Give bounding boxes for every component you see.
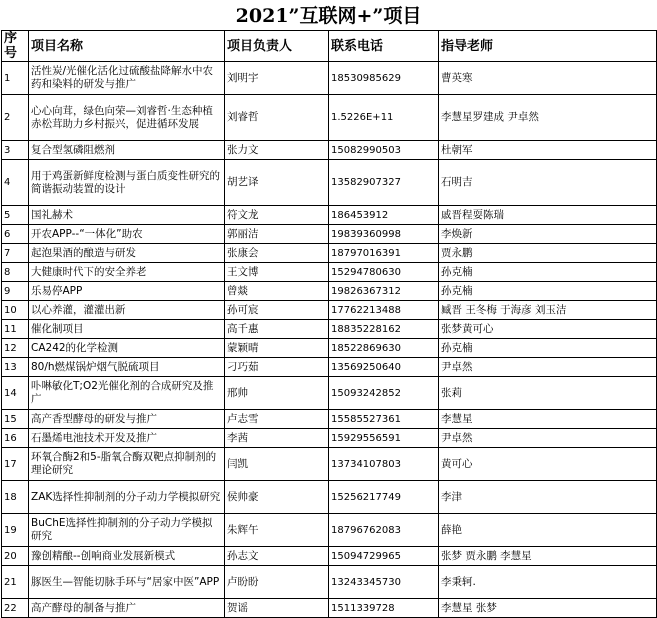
cell-teacher[interactable]: 孙克楠: [439, 282, 657, 301]
table-row: [2, 599, 657, 618]
cell-no[interactable]: 12: [2, 339, 29, 358]
cell-project-name[interactable]: 活性炭/光催化活化过硫酸盐降解水中农药和染料的研发与推广: [29, 62, 225, 95]
cell-project-lead[interactable]: 孙可宸: [225, 301, 329, 320]
cell-no[interactable]: 16: [2, 429, 29, 448]
cell-phone[interactable]: 15929556591: [329, 429, 439, 448]
table-row: [2, 141, 657, 160]
cell-teacher[interactable]: 薛艳: [439, 514, 657, 547]
table-row: [2, 301, 657, 320]
cell-project-name[interactable]: ZAK选择性抑制剂的分子动力学模拟研究: [29, 481, 225, 514]
cell-phone[interactable]: 1511339728: [329, 599, 439, 618]
sheet-title: 2021”互联网+”项目: [235, 5, 422, 27]
table-row: [2, 481, 657, 514]
cell-phone[interactable]: 13243345730: [329, 566, 439, 599]
cell-no[interactable]: 13: [2, 358, 29, 377]
cell-project-name[interactable]: 复合型氢磷阻燃剂: [29, 141, 225, 160]
cell-project-lead[interactable]: 高千惠: [225, 320, 329, 339]
table-row: [2, 429, 657, 448]
table-row: [2, 547, 657, 566]
table-row: [2, 225, 657, 244]
cell-phone[interactable]: 13582907327: [329, 160, 439, 206]
cell-project-name[interactable]: 开农APP--“一体化”助农: [29, 225, 225, 244]
table-row: [2, 448, 657, 481]
table-body: [2, 62, 657, 618]
header-row: [2, 31, 657, 62]
cell-teacher[interactable]: 张莉: [439, 377, 657, 410]
cell-phone[interactable]: 15094729965: [329, 547, 439, 566]
cell-project-name[interactable]: CA242的化学检测: [29, 339, 225, 358]
cell-project-lead[interactable]: 郭丽洁: [225, 225, 329, 244]
cell-phone[interactable]: 18835228162: [329, 320, 439, 339]
cell-no[interactable]: 17: [2, 448, 29, 481]
cell-phone[interactable]: 17762213488: [329, 301, 439, 320]
table-row: [2, 320, 657, 339]
cell-project-name[interactable]: 豚医生—智能切脉手环与“居家中医”APP: [29, 566, 225, 599]
table-row: [2, 263, 657, 282]
cell-project-lead[interactable]: 王文博: [225, 263, 329, 282]
cell-no[interactable]: 19: [2, 514, 29, 547]
cell-phone[interactable]: 18797016391: [329, 244, 439, 263]
cell-no[interactable]: 21: [2, 566, 29, 599]
cell-project-name[interactable]: 心心向茸，绿色向荣—刘睿哲·生态种植赤松茸助力乡村振兴，促进循环发展: [29, 95, 225, 141]
cell-teacher[interactable]: 黄可心: [439, 448, 657, 481]
cell-teacher[interactable]: 李秉轲.: [439, 566, 657, 599]
cell-teacher[interactable]: 贾永鹏: [439, 244, 657, 263]
cell-project-lead[interactable]: 朱辉午: [225, 514, 329, 547]
table-row: [2, 282, 657, 301]
cell-project-lead[interactable]: 卢志雪: [225, 410, 329, 429]
table-row: [2, 514, 657, 547]
cell-project-name[interactable]: 80/h燃煤锅炉烟气脱硫项目: [29, 358, 225, 377]
header-phone[interactable]: 联系电话: [329, 31, 439, 62]
cell-no[interactable]: 18: [2, 481, 29, 514]
cell-project-lead[interactable]: 刘明宇: [225, 62, 329, 95]
cell-phone[interactable]: 18522869630: [329, 339, 439, 358]
cell-phone[interactable]: 15093242852: [329, 377, 439, 410]
cell-project-name[interactable]: 高产酵母的制备与推广: [29, 599, 225, 618]
cell-teacher[interactable]: 李焕新: [439, 225, 657, 244]
cell-no[interactable]: 5: [2, 206, 29, 225]
cell-phone[interactable]: 15294780630: [329, 263, 439, 282]
cell-no[interactable]: 3: [2, 141, 29, 160]
cell-phone[interactable]: 18530985629: [329, 62, 439, 95]
cell-phone[interactable]: 186453912: [329, 206, 439, 225]
cell-project-name[interactable]: 大健康时代下的安全养老: [29, 263, 225, 282]
cell-no[interactable]: 1: [2, 62, 29, 95]
cell-project-lead[interactable]: 侯帅豪: [225, 481, 329, 514]
cell-teacher[interactable]: 戚晋程耍陈瑞: [439, 206, 657, 225]
table-row: [2, 62, 657, 95]
cell-phone[interactable]: 1.5226E+11: [329, 95, 439, 141]
cell-phone[interactable]: 19839360998: [329, 225, 439, 244]
cell-teacher[interactable]: 臧晋 王冬梅 于海彦 刘玉洁: [439, 301, 657, 320]
cell-project-name[interactable]: 用于鸡蛋新鲜度检测与蛋白质变性研究的简谐振动装置的设计: [29, 160, 225, 206]
project-table: [1, 30, 657, 618]
table-row: [2, 377, 657, 410]
cell-teacher[interactable]: 李慧星罗建成 尹卓然: [439, 95, 657, 141]
cell-teacher[interactable]: 曹英寒: [439, 62, 657, 95]
cell-teacher[interactable]: 张梦黄可心: [439, 320, 657, 339]
cell-project-name[interactable]: 国礼赫术: [29, 206, 225, 225]
cell-no[interactable]: 10: [2, 301, 29, 320]
cell-project-lead[interactable]: 张力文: [225, 141, 329, 160]
cell-project-lead[interactable]: 孙志文: [225, 547, 329, 566]
cell-project-lead[interactable]: 卢盼盼: [225, 566, 329, 599]
cell-no[interactable]: 7: [2, 244, 29, 263]
table-row: [2, 95, 657, 141]
cell-teacher[interactable]: 石明吉: [439, 160, 657, 206]
cell-project-lead[interactable]: 闫凯: [225, 448, 329, 481]
header-teacher[interactable]: 指导老师: [439, 31, 657, 62]
header-project-lead[interactable]: 项目负责人: [225, 31, 329, 62]
cell-teacher[interactable]: 尹卓然: [439, 358, 657, 377]
cell-no[interactable]: 8: [2, 263, 29, 282]
cell-project-name[interactable]: 环氧合酶2和5-脂氧合酶双靶点抑制剂的理论研究: [29, 448, 225, 481]
cell-no[interactable]: 14: [2, 377, 29, 410]
cell-no[interactable]: 22: [2, 599, 29, 618]
cell-project-lead[interactable]: 符文龙: [225, 206, 329, 225]
cell-project-name[interactable]: 催化制项目: [29, 320, 225, 339]
cell-teacher[interactable]: 李慧星 张梦: [439, 599, 657, 618]
cell-no[interactable]: 11: [2, 320, 29, 339]
table-row: [2, 339, 657, 358]
cell-teacher[interactable]: 孙克楠: [439, 339, 657, 358]
header-no[interactable]: 序号: [2, 31, 29, 62]
cell-project-name[interactable]: 高产香型酵母的研发与推广: [29, 410, 225, 429]
cell-project-lead[interactable]: 曾燚: [225, 282, 329, 301]
cell-teacher[interactable]: 孙克楠: [439, 263, 657, 282]
cell-project-lead[interactable]: 张康会: [225, 244, 329, 263]
cell-project-lead[interactable]: 邢帅: [225, 377, 329, 410]
cell-phone[interactable]: 13734107803: [329, 448, 439, 481]
table-row: [2, 358, 657, 377]
cell-phone[interactable]: 18796762083: [329, 514, 439, 547]
table-row: [2, 244, 657, 263]
cell-project-lead[interactable]: 贺谣: [225, 599, 329, 618]
cell-phone[interactable]: 15585527361: [329, 410, 439, 429]
cell-teacher[interactable]: 张梦 贾永鹏 李慧星: [439, 547, 657, 566]
table-row: [2, 410, 657, 429]
cell-project-name[interactable]: 卟啉敏化T;O2光催化剂的合成研究及推广: [29, 377, 225, 410]
cell-no[interactable]: 9: [2, 282, 29, 301]
cell-teacher[interactable]: 尹卓然: [439, 429, 657, 448]
cell-teacher[interactable]: 李慧星: [439, 410, 657, 429]
cell-phone[interactable]: 13569250640: [329, 358, 439, 377]
table-row: [2, 566, 657, 599]
cell-project-name[interactable]: BuChE选择性抑制剂的分子动力学模拟研究: [29, 514, 225, 547]
cell-project-name[interactable]: 乐易停APP: [29, 282, 225, 301]
cell-no[interactable]: 20: [2, 547, 29, 566]
cell-project-lead[interactable]: 李茜: [225, 429, 329, 448]
cell-phone[interactable]: 15256217749: [329, 481, 439, 514]
cell-project-lead[interactable]: 刘睿哲: [225, 95, 329, 141]
cell-no[interactable]: 6: [2, 225, 29, 244]
header-project-name[interactable]: 项目名称: [29, 31, 225, 62]
cell-project-lead[interactable]: 胡艺译: [225, 160, 329, 206]
cell-project-name[interactable]: 以心养灌，灌灌出新: [29, 301, 225, 320]
cell-project-name[interactable]: 起泡果酒的酿造与研发: [29, 244, 225, 263]
cell-phone[interactable]: 19826367312: [329, 282, 439, 301]
cell-no[interactable]: 2: [2, 95, 29, 141]
table-row: [2, 206, 657, 225]
cell-project-lead[interactable]: 蒙颖晴: [225, 339, 329, 358]
cell-phone[interactable]: 15082990503: [329, 141, 439, 160]
table-row: [2, 160, 657, 206]
cell-no[interactable]: 15: [2, 410, 29, 429]
cell-teacher[interactable]: 李津: [439, 481, 657, 514]
cell-teacher[interactable]: 杜朝军: [439, 141, 657, 160]
cell-project-name[interactable]: 石墨烯电池技术开发及推广: [29, 429, 225, 448]
cell-project-name[interactable]: 豫创精酿--创响商业发展新模式: [29, 547, 225, 566]
cell-no[interactable]: 4: [2, 160, 29, 206]
cell-project-lead[interactable]: 刁巧茹: [225, 358, 329, 377]
